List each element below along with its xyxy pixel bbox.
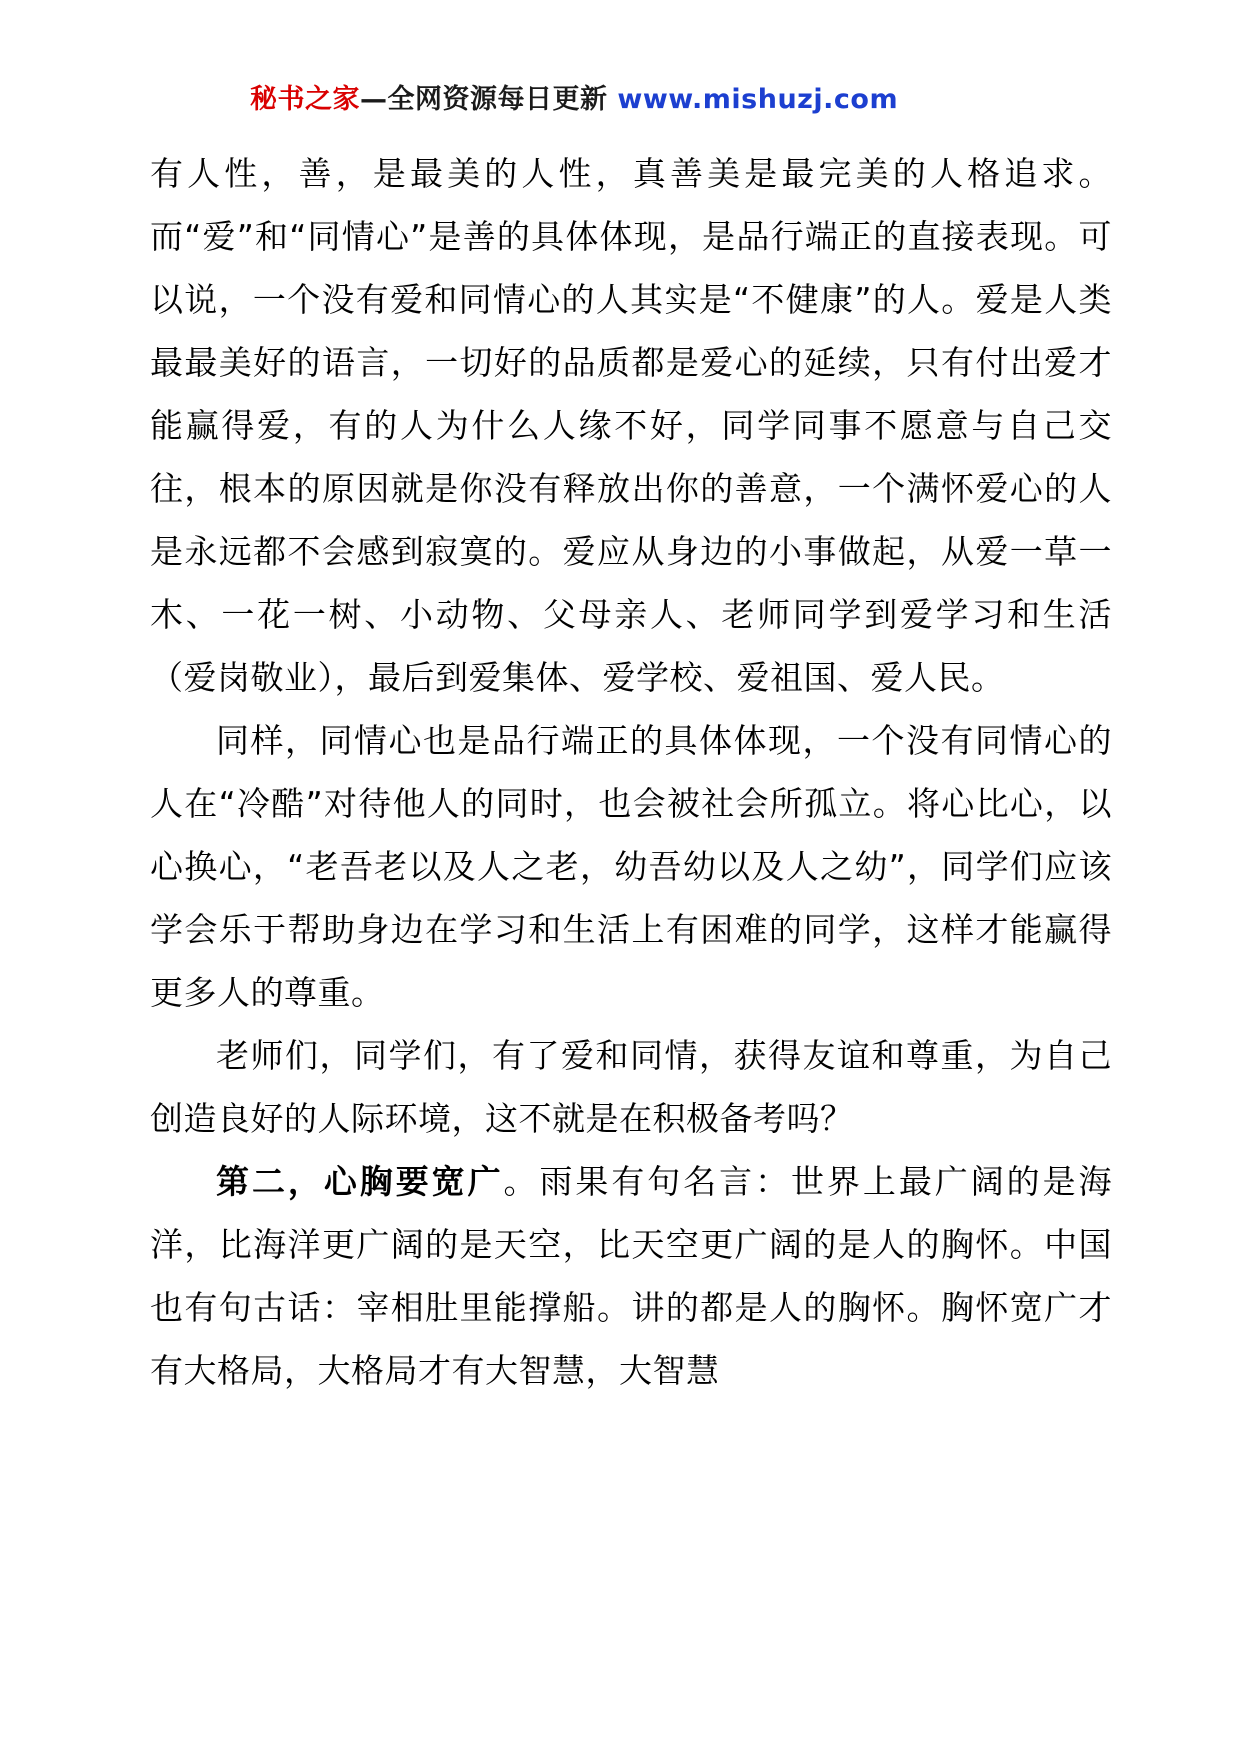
paragraph-1: 有人性，善，是最美的人性，真善美是最完美的人格追求。而“爱”和“同情心”是善的具体体现，是品行端正的直接表现。可以说，一个没有爱和同情心的人其实是“不健康”的人。爱是人类最最美好的语言，一切好的品质都是爱心的延续，只有付出爱才能赢得爱，有的人为什么人缘不好，同学同事不愿意与自己交往，根本的原因就是你没有释放出你的善意，一个满怀爱心的人是永远都不会感到寂寞的。爱应从身边的小事做起，从爱一草一木、一花一树、小动物、父母亲人、老师同学到爱学习和生活（爱岗敬业），最后到爱集体、爱学校、爱祖国、爱人民。 bbox=[150, 154, 1112, 698]
paragraph-3: 老师们，同学们，有了爱和同情，获得友谊和尊重，为自己创造良好的人际环境，这不就是在积极备考吗？ bbox=[150, 1036, 1112, 1139]
document-body bbox=[150, 142, 1112, 1402]
paragraph-4 bbox=[150, 1150, 1112, 1402]
watermark-tagline: —全网资源每日更新 bbox=[360, 84, 618, 115]
watermark-brand: 秘书之家 bbox=[250, 84, 360, 115]
paragraph-4-heading: 第二，心胸要宽广 bbox=[216, 1162, 504, 1202]
site-watermark bbox=[250, 84, 1112, 116]
paragraph-2: 同样，同情心也是品行端正的具体体现，一个没有同情心的人在“冷酷”对待他人的同时，也会被社会所孤立。将心比心，以心换心，“老吾老以及人之老，幼吾幼以及人之幼”，同学们应该学会乐于帮助身边在学习和生活上有困难的同学，这样才能赢得更多人的尊重。 bbox=[150, 721, 1112, 1013]
watermark-url[interactable]: www.mishuzj.com bbox=[617, 84, 899, 115]
paragraph-4-text: 。雨果有句名言：世界上最广阔的是海洋，比海洋更广阔的是天空，比天空更广阔的是人的胸怀。中国也有句古话：宰相肚里能撑船。讲的都是人的胸怀。胸怀宽广才有大格局，大格局才有大智慧，大智慧 bbox=[150, 1162, 1112, 1391]
